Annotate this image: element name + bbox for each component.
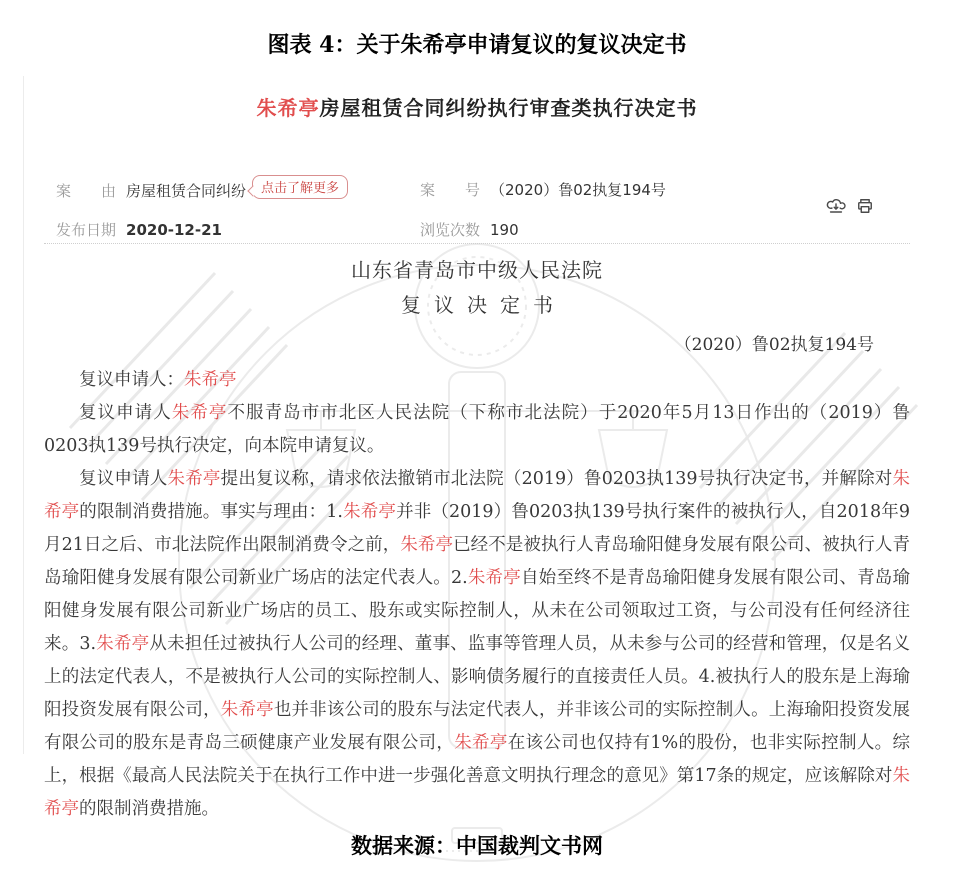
text-segment: 已经不是被执行人青岛瑜阳健身发展有限公司、被执行人青岛瑜阳健身发展有限公司新业广场店的法定代表人。2. xyxy=(44,535,910,588)
party-name-highlight: 朱希亭 xyxy=(467,568,521,588)
party-name-highlight: 朱希亭 xyxy=(343,502,397,522)
publish-date-label: 发布日期 xyxy=(56,221,117,239)
document-page-title xyxy=(0,92,954,121)
meta-publish-date-row xyxy=(56,219,222,240)
meta-views-row xyxy=(420,219,519,240)
text-segment: 复议申请人： xyxy=(79,370,184,390)
download-icon[interactable] xyxy=(826,196,846,216)
judgment-document xyxy=(44,254,910,826)
cause-label: 案 由 xyxy=(56,182,117,200)
learn-more-badge[interactable]: 点击了解更多 xyxy=(252,175,348,199)
text-segment: 复议申请人 xyxy=(79,403,172,423)
metadata-separator xyxy=(44,243,910,244)
text-segment: 不服青岛市市北区人民法院（下称市北法院）于2020年5月13日作出的（2019）鲁0203执139号执行决定，向本院申请复议。 xyxy=(44,403,910,456)
views-label: 浏览次数 xyxy=(420,221,481,239)
court-name: 山东省青岛市中级人民法院 xyxy=(351,258,603,282)
judgment-paragraphs xyxy=(44,364,910,826)
party-name-highlight: 朱希亭 xyxy=(171,403,228,423)
print-icon[interactable] xyxy=(855,196,875,216)
text-segment: 从未担任过被执行人公司的经理、董事、监事等管理人员，从未参与公司的经营和管理，仅是名义上的法定代表人，不是被执行人公司的实际控制人、影响债务履行的直接责任人员。4.被执行人的股东是上海瑜阳投资发展有限公司， xyxy=(44,634,911,720)
case-number-line: （2020）鲁02执复194号 xyxy=(674,335,874,355)
meta-cause-row xyxy=(56,179,348,203)
text-segment: 的限制消费措施。事实与理由：1. xyxy=(79,502,343,522)
text-segment: 提出复议称，请求依法撤销市北法院（2019）鲁0203执139号执行决定书，并解除对 xyxy=(220,469,893,489)
paragraph-appeal xyxy=(44,397,910,463)
text-segment: 并非（2019）鲁0203执139号执行案件的被执行人，自2018年9月21日之后、市北法院作出限制消费令之前， xyxy=(44,502,911,555)
document-action-icons xyxy=(826,196,875,216)
case-number-label: 案 号 xyxy=(420,181,481,199)
meta-case-number-row xyxy=(420,179,666,200)
party-name-highlight: 朱希亭 xyxy=(454,733,508,753)
party-name-highlight: 朱希亭 xyxy=(167,469,221,489)
party-name-highlight: 朱希亭 xyxy=(44,469,910,522)
party-name-highlight: 朱希亭 xyxy=(256,96,320,120)
text-segment: 在该公司也仅持有1%的股份，也非实际控制人。综上，根据《最高人民法院关于在执行工作中进一步强化善意文明执行理念的意见》第17条的规定，应该解除对 xyxy=(44,733,911,786)
text-segment: 自始至终不是青岛瑜阳健身发展有限公司、青岛瑜阳健身发展有限公司新业广场店的员工、股东或实际控制人，从未在公司领取过工资，与公司没有任何经济往来。3. xyxy=(44,568,911,654)
views-value: 190 xyxy=(490,221,519,239)
party-name-highlight: 朱希亭 xyxy=(96,634,150,654)
screenshot-left-edge xyxy=(23,76,24,754)
paragraph-applicant xyxy=(44,364,910,397)
cause-value: 房屋租赁合同纠纷 xyxy=(126,182,247,200)
text-segment: 的限制消费措施。 xyxy=(79,799,219,819)
figure-title: 图表 4：关于朱希亭申请复议的复议决定书 xyxy=(267,32,687,58)
text-segment: 复议申请人 xyxy=(79,469,168,489)
publish-date-value: 2020-12-21 xyxy=(126,221,222,239)
paragraph-claims xyxy=(44,463,910,826)
case-number-value: （2020）鲁02执复194号 xyxy=(490,181,666,199)
text-segment: 房屋租赁合同纠纷执行审查类执行决定书 xyxy=(319,96,698,120)
party-name-highlight: 朱希亭 xyxy=(44,766,910,819)
party-name-highlight: 朱希亭 xyxy=(220,700,274,720)
party-name-highlight: 朱希亭 xyxy=(400,535,454,555)
document-type-heading: 复议决定书 xyxy=(401,293,566,317)
data-source-caption: 数据来源：中国裁判文书网 xyxy=(351,833,603,858)
party-name-highlight: 朱希亭 xyxy=(184,370,237,390)
text-segment: 也并非该公司的股东与法定代表人，并非该公司的实际控制人。上海瑜阳投资发展有限公司的股东是青岛三硕健康产业发展有限公司， xyxy=(44,700,911,753)
